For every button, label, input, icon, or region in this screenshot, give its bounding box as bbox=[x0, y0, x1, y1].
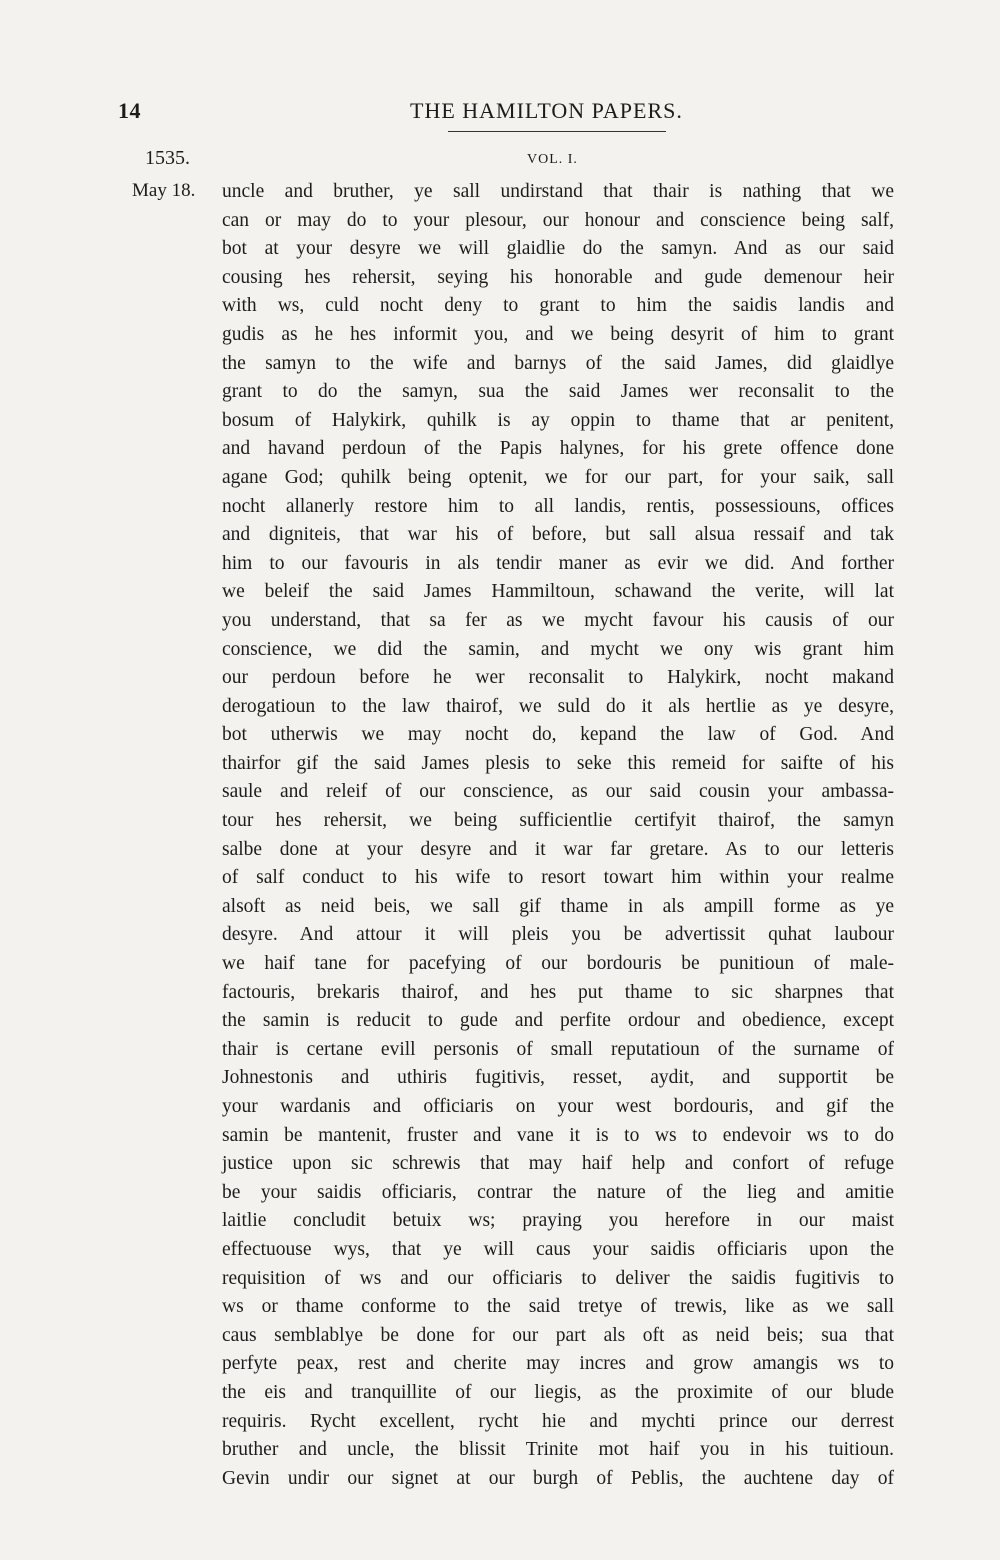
text-line: and digniteis, that war his of before, but sall alsua ressaif and tak bbox=[222, 524, 894, 546]
text-line: requiris. Rycht excellent, rycht hie and mychti prince our derrest bbox=[222, 1410, 894, 1432]
text-line: justice upon sic schrewis that may haif help and confort of refuge bbox=[222, 1153, 894, 1175]
text-line: our perdoun before he wer reconsalit to Halykirk, nocht makand bbox=[222, 667, 894, 689]
text-line: nocht allanerly restore him to all landis, rentis, possessiouns, offices bbox=[222, 495, 894, 517]
text-line: and havand perdoun of the Papis halynes, for his grete offence done bbox=[222, 438, 894, 460]
text-line: factouris, brekaris thairof, and hes put thame to sic sharpnes that bbox=[222, 981, 894, 1003]
text-line: conscience, we did the samin, and mycht we ony wis grant him bbox=[222, 638, 894, 660]
text-line: the eis and tranquillite of our liegis, as the proximite of our blude bbox=[222, 1381, 894, 1403]
text-line: bruther and uncle, the blissit Trinite mot haif you in his tuitioun. bbox=[222, 1439, 894, 1461]
text-line: agane God; quhilk being optenit, we for our part, for your saik, sall bbox=[222, 466, 894, 488]
text-line: gudis as he hes informit you, and we being desyrit of him to grant bbox=[222, 323, 894, 345]
volume-label: VOL. I. bbox=[527, 152, 578, 167]
margin-date-note: May 18. bbox=[132, 180, 196, 201]
text-line: samin be mantenit, fruster and vane it is to ws to endevoir ws to do bbox=[222, 1124, 894, 1146]
text-line: Johnestonis and uthiris fugitivis, resset, aydit, and supportit be bbox=[222, 1067, 894, 1089]
text-line: perfyte peax, rest and cherite may incres and grow amangis ws to bbox=[222, 1353, 894, 1375]
text-line: requisition of ws and our officiaris to deliver the saidis fugitivis to bbox=[222, 1267, 894, 1289]
text-line: uncle and bruther, ye sall undirstand that thair is nathing that we bbox=[222, 181, 894, 202]
text-line: be your saidis officiaris, contrar the nature of the lieg and amitie bbox=[222, 1181, 894, 1203]
year-heading: 1535. bbox=[145, 147, 190, 169]
text-line: alsoft as neid beis, we sall gif thame in als ampill forme as ye bbox=[222, 895, 894, 917]
text-line: bot utherwis we may nocht do, kepand the law of God. And bbox=[222, 724, 894, 746]
text-line: Gevin undir our signet at our burgh of Peblis, the auchtene day of bbox=[222, 1467, 894, 1489]
text-line: grant to do the samyn, sua the said James wer reconsalit to the bbox=[222, 381, 894, 403]
text-line: derogatioun to the law thairof, we suld do it als hertlie as ye desyre, bbox=[222, 695, 894, 717]
text-line: we beleif the said James Hammiltoun, schawand the verite, will lat bbox=[222, 581, 894, 603]
text-line: ws or thame conforme to the said tretye of trewis, like as we sall bbox=[222, 1296, 894, 1318]
text-line: laitlie concludit betuix ws; praying you herefore in our maist bbox=[222, 1210, 894, 1232]
header-rule bbox=[448, 131, 666, 132]
page-number: 14 bbox=[118, 98, 141, 123]
text-line: caus semblablye be done for our part als oft as neid beis; sua that bbox=[222, 1324, 894, 1346]
text-line: your wardanis and officiaris on your west bordouris, and gif the bbox=[222, 1096, 894, 1117]
text-line: the samin is reducit to gude and perfite ordour and obedience, except bbox=[222, 1010, 894, 1032]
text-line: we haif tane for pacefying of our bordouris be punitioun of male- bbox=[222, 953, 894, 975]
text-line: tour hes rehersit, we being sufficientlie certifyit thairof, the samyn bbox=[222, 810, 894, 832]
text-line: desyre. And attour it will pleis you be advertissit quhat laubour bbox=[222, 924, 894, 946]
running-head-title: THE HAMILTON PAPERS. bbox=[410, 98, 683, 123]
text-line: saule and releif of our conscience, as our said cousin your ambassa- bbox=[222, 781, 894, 803]
text-line: bosum of Halykirk, quhilk is ay oppin to thame that ar penitent, bbox=[222, 409, 894, 431]
text-line: cousing hes rehersit, seying his honorable and gude demenour heir bbox=[222, 266, 894, 288]
text-line: of salf conduct to his wife to resort towart him within your realme bbox=[222, 867, 894, 889]
text-line: the samyn to the wife and barnys of the said James, did glaidlye bbox=[222, 352, 894, 374]
text-line: bot at your desyre we will glaidlie do the samyn. And as our said bbox=[222, 238, 894, 260]
text-line: can or may do to your plesour, our honour and conscience being salf, bbox=[222, 209, 894, 231]
letter-body bbox=[222, 178, 894, 1493]
text-line: with ws, culd nocht deny to grant to him the saidis landis and bbox=[222, 295, 894, 317]
text-line: thair is certane evill personis of small reputatioun of the surname of bbox=[222, 1038, 894, 1060]
text-line: effectuouse wys, that ye will caus your saidis officiaris upon the bbox=[222, 1238, 894, 1260]
text-line: salbe done at your desyre and it war far gretare. As to our letteris bbox=[222, 838, 894, 860]
text-line: him to our favouris in als tendir maner as evir we did. And forther bbox=[222, 552, 894, 574]
text-line: thairfor gif the said James plesis to seke this remeid for saifte of his bbox=[222, 752, 894, 774]
text-line: you understand, that sa fer as we mycht favour his causis of our bbox=[222, 609, 894, 631]
